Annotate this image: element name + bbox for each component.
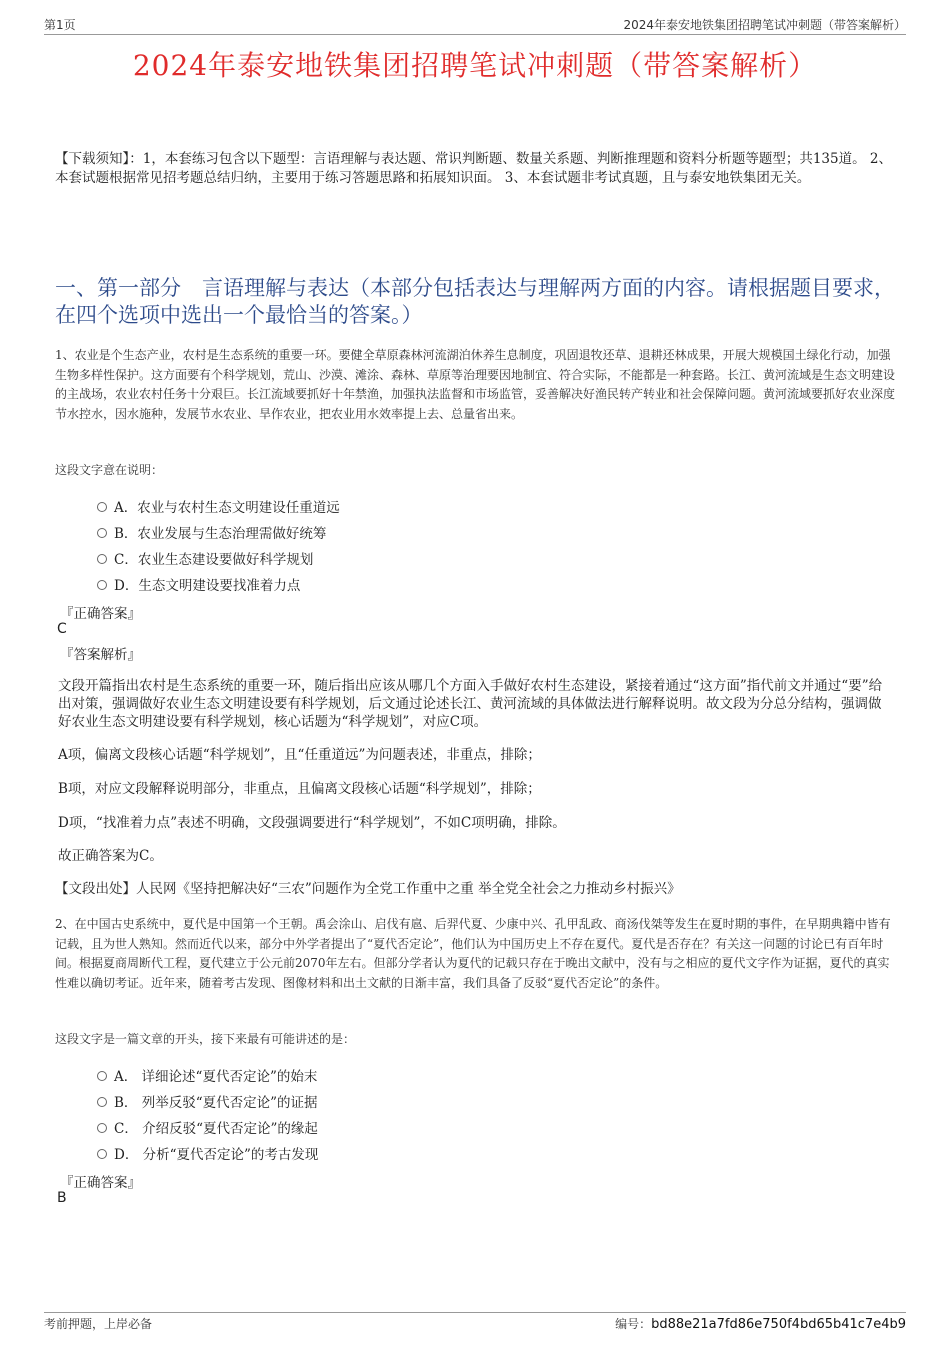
radio-icon[interactable] [97, 1149, 107, 1159]
q1-passage: 1、农业是个生态产业，农村是生态系统的重要一环。要健全草原森林河流湖泊休养生息制度，巩固退牧还草、退耕还林成果，开展大规模国土绿化行动，加强生物多样性保护。这方面要有个科学规划，荒山、沙漠、滩涂、森林、草原等治理要因地制宜、符合实际，不能都是一种套路。长江、黄河流域是生态文明建设的主战场，农业农村任务十分艰巨。长江流域要抓好十年禁渔，加强执法监督和市场监管，妥善解决好渔民转产转业和社会保障问题。黄河流域要抓好农业深度节水控水，因水施种，发展节水农业、旱作农业，把农业用水效率提上去、总量省出来。 [55, 348, 896, 421]
q1-analysis-main: 文段开篇指出农村是生态系统的重要一环，随后指出应该从哪几个方面入手做好农村生态建设，紧接着通过“这方面”指代前文并通过“要”给出对策，强调做好农业生态文明建设要有科学规划，后文通过论述长江、黄河流域的具体做法进行解释说明。故文段为分总分结构，强调做好农业生态文明建设要有科学规划，核心话题为“科学规划”，对应C项。 [58, 678, 883, 730]
q1-analysis-d: D项，“找准着力点”表述不明确，文段强调要进行“科学规划”，不如C项明确，排除。 [58, 815, 566, 831]
q1-analysis-b: B项，对应文段解释说明部分，非重点，且偏离文段核心话题“科学规划”，排除； [58, 781, 541, 797]
q2-option-b[interactable]: B． 列举反驳“夏代否定论”的证据 [97, 1089, 597, 1115]
radio-icon[interactable] [97, 1097, 107, 1107]
q1-option-b[interactable]: B．农业发展与生态治理需做好统筹 [97, 520, 597, 546]
q1-analysis-a: A项，偏离文段核心话题“科学规划”，且“任重道远”为问题表述，非重点，排除； [58, 747, 541, 763]
page-header [44, 14, 906, 35]
q2-options [97, 1063, 597, 1167]
page-footer [44, 1312, 906, 1333]
header-doc-title: 2024年泰安地铁集团招聘笔试冲刺题（带答案解析） [623, 18, 906, 32]
radio-icon[interactable] [97, 580, 107, 590]
section-heading: 一、第一部分 言语理解与表达（本部分包括表达与理解两方面的内容。请根据题目要求，在四个选项中选出一个最恰当的答案。） [55, 276, 895, 327]
q2-answer-label: 『正确答案』 [60, 1175, 141, 1191]
q1-option-c[interactable]: C．农业生态建设要做好科学规划 [97, 546, 597, 572]
q1-answer: C [57, 621, 67, 637]
radio-icon[interactable] [97, 502, 107, 512]
q1-options [97, 494, 597, 598]
footer-code [615, 1315, 906, 1332]
footer-slogan: 考前押题，上岸必备 [44, 1317, 153, 1331]
page-title: 2024年泰安地铁集团招聘笔试冲刺题（带答案解析） [132, 49, 818, 82]
page-number: 第1页 [44, 18, 76, 32]
q2-option-d[interactable]: D． 分析“夏代否定论”的考古发现 [97, 1141, 597, 1167]
q2-passage: 2、在中国古史系统中，夏代是中国第一个王朝。禹会涂山、启伐有扈、后羿代夏、少康中兴、孔甲乱政、商汤伐桀等发生在夏时期的事件，在早期典籍中皆有记载，且为世人熟知。然而近代以来，部分中外学者提出了“夏代否定论”，他们认为中国历史上不存在夏代。夏代是否存在？有关这一问题的讨论已有百年时间。根据夏商周断代工程，夏代建立于公元前2070年左右。但部分学者认为夏代的记载只存在于晚出文献中，没有与之相应的夏代文字作为证据，夏代的真实性难以确切考证。近年来，随着考古发现、图像材料和出土文献的日渐丰富，我们具备了反驳“夏代否定论”的条件。 [55, 917, 891, 990]
radio-icon[interactable] [97, 1071, 107, 1081]
q1-option-d[interactable]: D．生态文明建设要找准着力点 [97, 572, 597, 598]
q1-option-a[interactable]: A．农业与农村生态文明建设任重道远 [97, 494, 597, 520]
radio-icon[interactable] [97, 528, 107, 538]
q1-analysis-conclusion: 故正确答案为C。 [58, 848, 163, 864]
q2-answer: B [57, 1190, 67, 1206]
q2-stem: 这段文字是一篇文章的开头，接下来最有可能讲述的是： [55, 1032, 356, 1046]
download-notice: 【下载须知】：1，本套练习包含以下题型：言语理解与表达题、常识判断题、数量关系题、判断推理题和资料分析题等题型；共135道。 2、本套试题根据常见招考题总结归纳，主要用于练习答题思路和拓展知识面。 3、本套试题非考试真题，且与泰安地铁集团无关。 [55, 151, 892, 186]
footer-code-value: bd88e21a7fd86e750f4bd65b41c7e4b9 [651, 1317, 906, 1332]
radio-icon[interactable] [97, 554, 107, 564]
q2-option-a[interactable]: A． 详细论述“夏代否定论”的始末 [97, 1063, 597, 1089]
q2-option-c[interactable]: C． 介绍反驳“夏代否定论”的缘起 [97, 1115, 597, 1141]
q1-answer-label: 『正确答案』 [60, 606, 141, 622]
q1-stem: 这段文字意在说明： [55, 463, 164, 477]
q1-source: 【文段出处】人民网《坚持把解决好“三农”问题作为全党工作重中之重 举全党全社会之力推动乡村振兴》 [55, 881, 681, 897]
q1-analysis-label: 『答案解析』 [60, 647, 141, 663]
radio-icon[interactable] [97, 1123, 107, 1133]
footer-code-label: 编号： [615, 1317, 652, 1331]
